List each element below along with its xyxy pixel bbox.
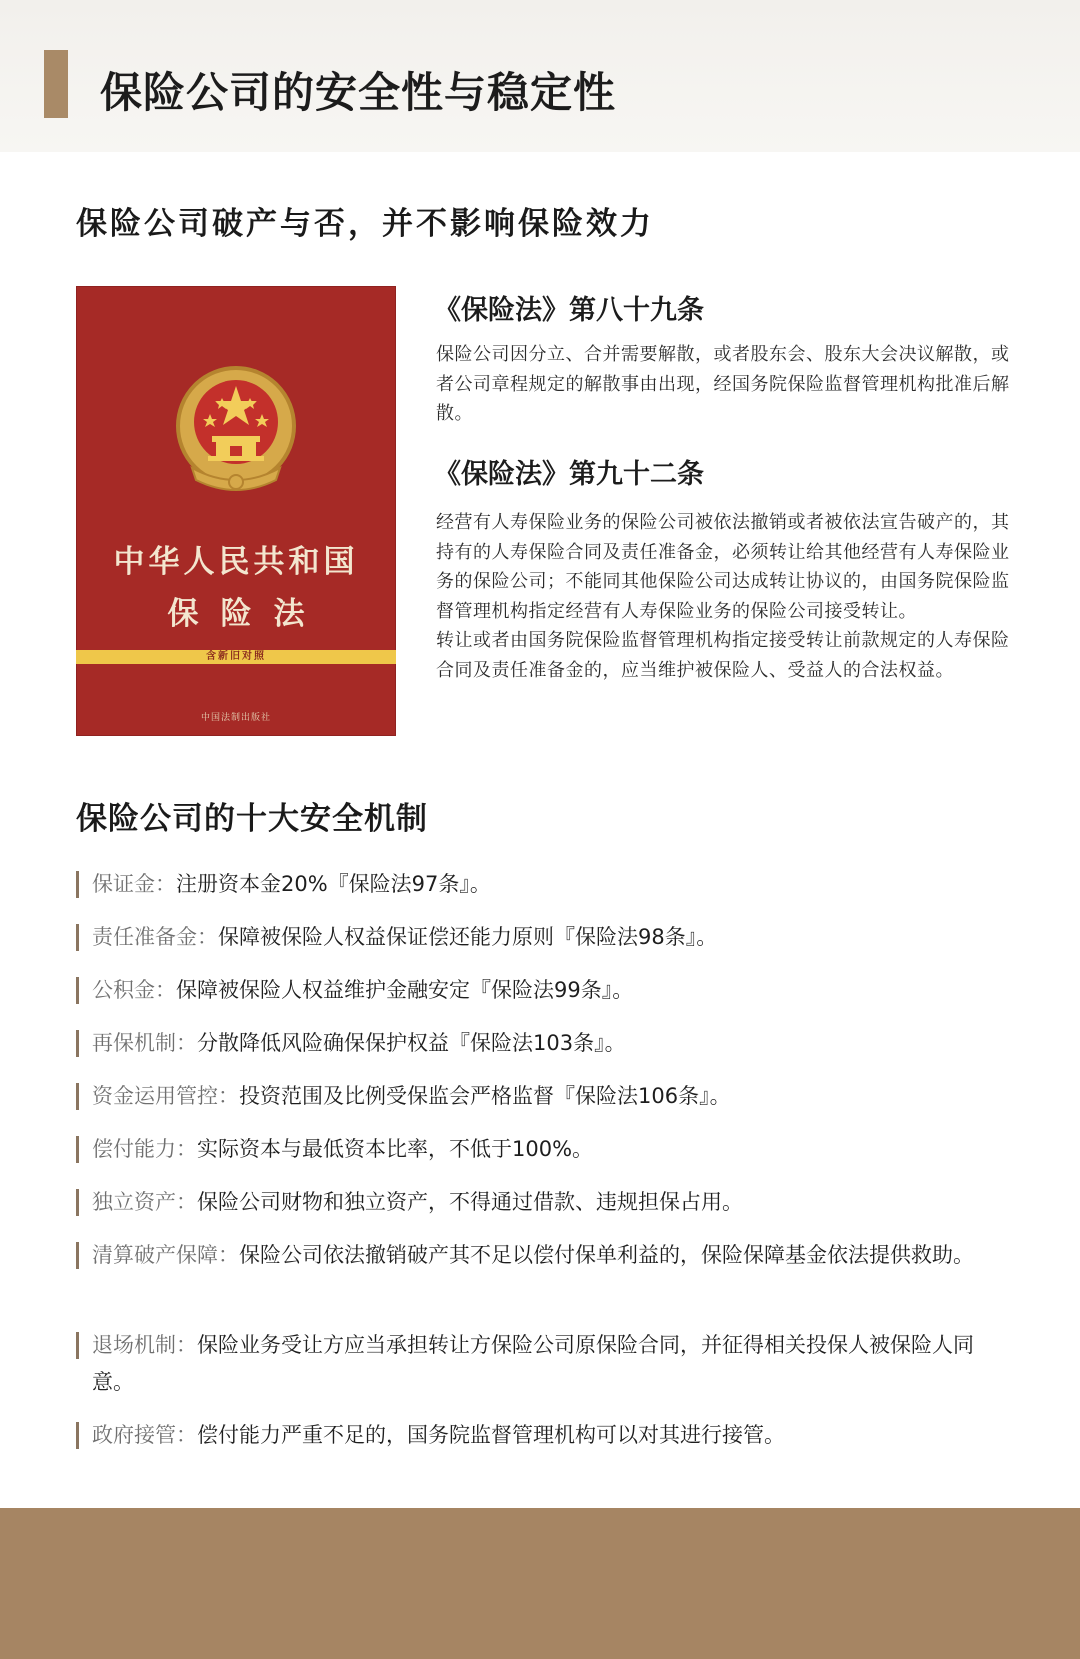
article-89-paragraph: 保险公司因分立、合并需要解散，或者股东会、股东大会决议解散，或者公司章程规定的解散事由出现，经国务院保险监督管理机构批准后解散。 xyxy=(436,344,1010,424)
law-book-cover xyxy=(76,286,396,736)
mechanism-text: 保险公司财物和独立资产，不得通过借款、违规担保占用。 xyxy=(197,1190,743,1214)
page-header xyxy=(0,0,1080,152)
mechanism-label: 独立资产： xyxy=(92,1190,197,1214)
mechanism-label: 偿付能力： xyxy=(92,1137,197,1161)
mechanism-item xyxy=(76,1417,1006,1454)
mechanism-label: 政府接管： xyxy=(92,1423,197,1447)
book-band-label: 含新旧对照 xyxy=(76,650,396,664)
mechanism-text: 保险公司依法撤销破产其不足以偿付保单利益的，保险保障基金依法提供救助。 xyxy=(239,1243,974,1267)
mechanism-text: 保障被保险人权益保证偿还能力原则『保险法98条』。 xyxy=(218,925,718,949)
mechanism-label: 退场机制： xyxy=(92,1333,197,1357)
mechanism-item xyxy=(76,1131,1006,1168)
article-92-body xyxy=(436,508,1012,685)
mechanism-item xyxy=(76,972,1006,1009)
national-emblem-icon xyxy=(172,364,300,496)
mechanism-text: 投资范围及比例受保监会严格监督『保险法106条』。 xyxy=(239,1084,731,1108)
mechanism-text: 实际资本与最低资本比率，不低于100%。 xyxy=(197,1137,594,1161)
page-title: 保险公司的安全性与稳定性 xyxy=(100,68,617,117)
mechanism-text: 注册资本金20%『保险法97条』。 xyxy=(176,872,491,896)
article-92-title: 《保险法》第九十二条 xyxy=(434,459,704,490)
mechanism-item xyxy=(76,1078,1006,1115)
mechanism-label: 保证金： xyxy=(92,872,176,896)
article-89-title: 《保险法》第八十九条 xyxy=(434,295,704,326)
mechanism-item xyxy=(76,1327,1006,1401)
mechanism-item xyxy=(76,1025,1006,1062)
article-92-paragraph-1: 经营有人寿保险业务的保险公司被依法撤销或者被依法宣告破产的，其持有的人寿保险合同及责任准备金，必须转让给其他经营有人寿保险业务的保险公司；不能同其他保险公司达成转让协议的，由国务院保险监督管理机构指定经营有人寿保险业务的保险公司接受转让。 xyxy=(436,512,1010,622)
mechanism-text: 保险业务受让方应当承担转让方保险公司原保险合同，并征得相关投保人被保险人同意。 xyxy=(92,1333,974,1394)
header-accent-bar xyxy=(44,50,68,118)
mechanism-label: 再保机制： xyxy=(92,1031,197,1055)
section-title-mechanisms: 保险公司的十大安全机制 xyxy=(76,801,428,837)
mechanism-label: 责任准备金： xyxy=(92,925,218,949)
mechanism-text: 分散降低风险确保保护权益『保险法103条』。 xyxy=(197,1031,626,1055)
mechanism-text: 偿付能力严重不足的，国务院监督管理机构可以对其进行接管。 xyxy=(197,1423,785,1447)
mechanism-item xyxy=(76,866,1006,903)
mechanism-item xyxy=(76,919,1006,956)
article-89-body xyxy=(436,340,1012,429)
mechanism-label: 资金运用管控： xyxy=(92,1084,239,1108)
page-footer-band xyxy=(0,1508,1080,1659)
book-publisher: 中国法制出版社 xyxy=(200,713,271,723)
book-title-line2: 保险法 xyxy=(167,596,327,632)
section-title-bankruptcy: 保险公司破产与否，并不影响保险效力 xyxy=(76,206,654,242)
article-92-paragraph-2: 转让或者由国务院保险监督管理机构指定接受转让前款规定的人寿保险合同及责任准备金的，应当维护被保险人、受益人的合法权益。 xyxy=(436,630,1010,681)
mechanism-item xyxy=(76,1237,1006,1274)
mechanism-label: 公积金： xyxy=(92,978,176,1002)
mechanism-item xyxy=(76,1184,1006,1221)
book-title-line1: 中华人民共和国 xyxy=(113,544,359,580)
mechanism-text: 保障被保险人权益维护金融安定『保险法99条』。 xyxy=(176,978,634,1002)
mechanism-label: 清算破产保障： xyxy=(92,1243,239,1267)
